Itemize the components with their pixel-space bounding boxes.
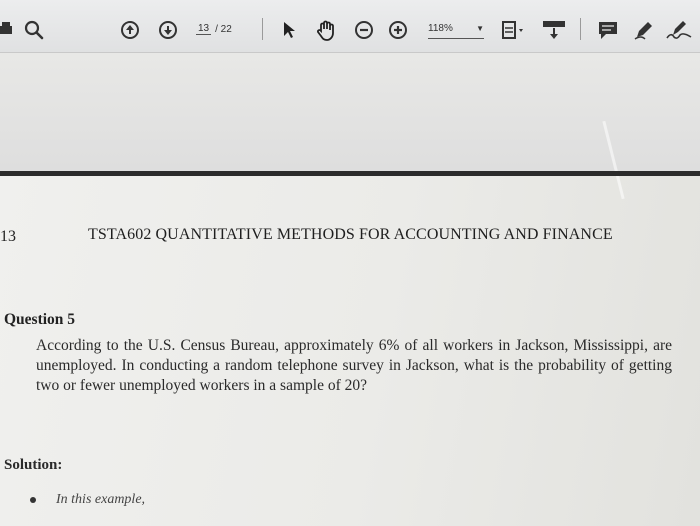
next-page-button[interactable]	[158, 20, 178, 40]
zoom-out-button[interactable]	[354, 20, 374, 40]
toolbar-separator	[262, 18, 263, 40]
page-header-rule	[0, 171, 700, 176]
toolbar-separator	[580, 18, 581, 40]
bullet-dot	[30, 497, 36, 503]
chevron-down-icon: ▼	[476, 23, 484, 33]
print-icon[interactable]	[0, 20, 14, 40]
pen-icon[interactable]	[632, 18, 656, 42]
zoom-in-button[interactable]	[388, 20, 408, 40]
search-icon[interactable]	[22, 18, 46, 42]
bullet-text: In this example,	[56, 492, 146, 507]
question-title: Question 5	[4, 311, 76, 328]
zoom-level-dropdown[interactable]	[428, 18, 484, 39]
select-cursor-icon[interactable]	[280, 20, 298, 40]
previous-page-button[interactable]	[120, 20, 140, 40]
page-number: 13	[0, 228, 16, 245]
sign-icon[interactable]	[664, 18, 694, 42]
pdf-toolbar	[0, 0, 700, 53]
hand-tool-icon[interactable]	[314, 18, 338, 42]
page-gap	[0, 53, 700, 171]
list-item	[30, 492, 145, 508]
fit-page-icon[interactable]	[500, 18, 528, 42]
page-indicator	[196, 20, 260, 38]
solution-title: Solution:	[4, 457, 63, 473]
document-header-title: TSTA602 QUANTITATIVE METHODS FOR ACCOUNTING AND FINANCE	[88, 226, 613, 243]
scroll-mode-icon[interactable]	[540, 18, 568, 42]
comment-icon[interactable]	[596, 18, 620, 42]
zoom-level-value: 118%	[428, 22, 453, 34]
total-pages-label: / 22	[215, 23, 232, 35]
question-body: According to the U.S. Census Bureau, approximately 6% of all workers in Jackson, Mississippi, are unemployed. In conducting a random telephone survey in Jackson, what is the probability of getting two or fewer unemployed workers in a sample of 20?	[36, 337, 672, 394]
current-page-input[interactable]: 13	[198, 23, 210, 34]
